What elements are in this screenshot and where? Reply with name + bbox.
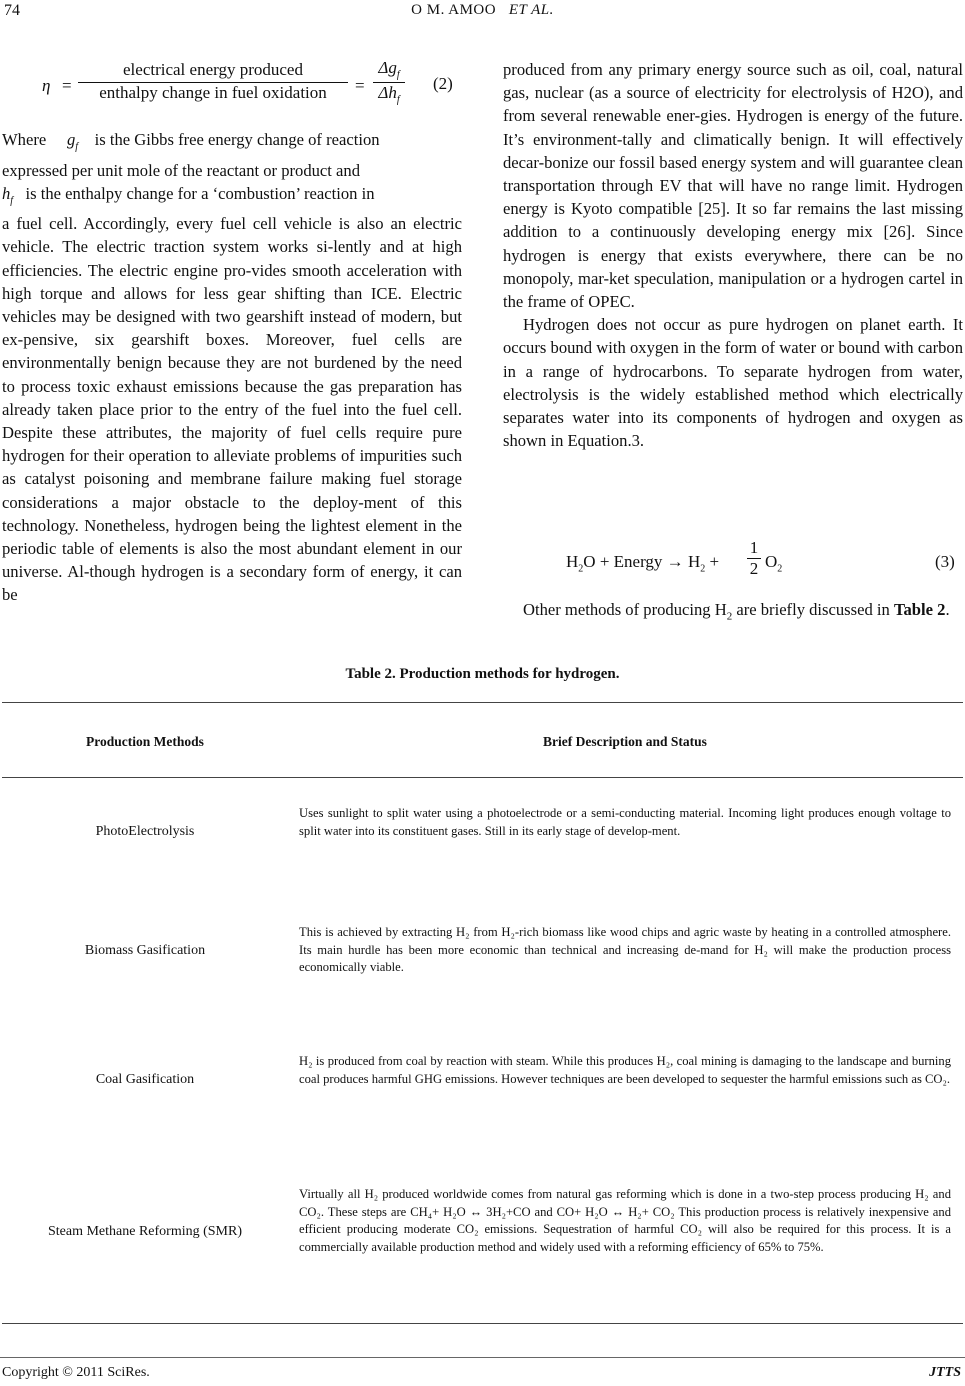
left-body-text: a fuel cell. Accordingly, every fuel cell vehicle is also an electric vehicle. The electric traction system works si-lently and at high efficiencies. The electric engine pro-vides smooth acceleration with high torque and allows for less gear shifting than ICE. Electric vehicles may be designed with two gearshift instead of modern, but ex-pensive, six gearshift boxes. Moreover, fuel cells are environmentally benign because they are not burdened by the need to process toxic exhaust emissions because the gas preparation has already taken place prior to the entry of the fuel into the fuel cell. Despite these attributes, the majority of fuel cells require pure hydrogen for their operation to alleviate problems of impurities such as catalyst poisoning and membrane failure making fuel storage considerations a major obstacle to the deploy-ment of this technology. Nonetheless, hydrogen being the lightest element in the periodic table of elements is also the most abundant element in our universe. Al-though hydrogen is a secondary form of energy, it can be xyxy=(2,214,462,605)
page-number: 74 xyxy=(4,2,20,19)
column-header-description: Brief Description and Status xyxy=(543,734,707,749)
description-cell: H₂ is produced from coal by reaction with steam. While this produces H₂, coal mining is damaging to the landscape and burning coal produces harmful GHG emissions. However techniques are been developed to sequester the harmful emissions such as CO₂. xyxy=(299,1054,951,1086)
right-paragraph-1: produced from any primary energy source such as oil, coal, natural gas, nuclear (as a source of electricity for electrolysis of H2O), and from several renewable ener-gies. Hydrogen is energy of the future. It’s environment-tally and climatically benign. It will effectively decar-bonize our fossil based energy system and will guarantee clean transportation through EV that will have no range limit. Hydrogen energy is Kyoto compatible [25]. It so far remains the last missing addition to a continuously developing energy mix [26]. Since hydrogen is energy that exists everywhere, there can be no monopoly, mar-ket speculation, manipulation or a hydrogen cartel in the frame of OPEC. xyxy=(503,60,963,312)
description-cell: This is achieved by extracting H₂ from H₂-rich biomass like wood chips and agric waste by heating in a controlled atmosphere. Its main hurdle has been more economic than technical and increasing de-mand for H₂ will make the production process economically viable. xyxy=(299,925,951,975)
method-cell: Biomass Gasification xyxy=(84,943,206,958)
g-symbol: g xyxy=(66,130,76,149)
gibbs-enthalpy-ratio xyxy=(373,58,405,106)
running-header-etal: ET AL. xyxy=(508,2,554,18)
table-header-rule xyxy=(2,777,963,778)
efficiency-fraction xyxy=(78,60,348,103)
equals-sign: = xyxy=(62,76,72,95)
description-cell: Virtually all H₂ produced worldwide comes from natural gas reforming which is done in a two-step process producing H₂ and CO₂. These steps are CH₄+ H₂O ↔ 3H₂+CO and CO+ H₂O ↔ H₂+ CO₂ This production process is relatively inexpensive and efficient producing moderate CO₂ emissions. Sequestration of harmful CO₂ will also be required for this process. It is a commercially available production method and widely used with a reforming efficiency of 65% to 75%. xyxy=(299,1187,951,1254)
equation-3 xyxy=(503,538,965,594)
left-column xyxy=(2,128,462,607)
enthalpy-line: $h_f$ is the enthalpy change for a ‘combustion’ reaction in xyxy=(2,183,375,207)
half-fraction: 1 2 xyxy=(747,538,761,579)
table-caption: Table 2. Production methods for hydrogen. xyxy=(345,666,620,682)
fraction-numerator: electrical energy produced xyxy=(78,60,348,83)
method-cell: Coal Gasification xyxy=(95,1072,195,1087)
right-column xyxy=(503,58,963,452)
fraction-denominator: enthalpy change in fuel oxidation xyxy=(99,83,327,102)
equation-number: (2) xyxy=(433,74,453,93)
footer-rule xyxy=(0,1357,965,1358)
right-paragraph-2: Hydrogen does not occur as pure hydrogen on planet earth. It occurs bound with oxygen in the form of water or bound with carbon in a range of hydrocarbons. To separate hydrogen from water, electrolysis is the widely established method which electrically separates water into its components of hydrogen and oxygen as shown in Equation.3. xyxy=(503,315,963,451)
electrolysis-reaction: $H_2O$ + Energy → $H_2$ + xyxy=(566,552,720,575)
description-cell: Uses sunlight to split water using a photoelectrode or a semi-conducting material. Incoming light produces enough voltage to split water into its constituent gases. Still in its early stage of develop-ment. xyxy=(299,806,951,838)
method-cell: Steam Methane Reforming (SMR) xyxy=(47,1224,243,1239)
oxygen-term: $O_2$ xyxy=(765,552,783,575)
equation-number: (3) xyxy=(935,552,955,571)
right-paragraph-3: Other methods of producing $H_2$ are briefly discussed in Table 2. xyxy=(523,600,950,623)
running-header xyxy=(0,2,965,19)
ratio-numerator: $\Delta g_f$ xyxy=(373,58,405,83)
equation-2 xyxy=(40,56,465,116)
copyright-notice: Copyright © 2011 SciRes. xyxy=(2,1365,150,1380)
running-header-author: O M. AMOO xyxy=(411,2,497,18)
method-cell: PhotoElectrolysis xyxy=(95,824,195,839)
table-bottom-rule xyxy=(2,1323,963,1324)
right-column-continued xyxy=(503,598,963,629)
table-top-rule xyxy=(2,702,963,703)
column-header-methods: Production Methods xyxy=(86,734,204,749)
h-symbol: h xyxy=(2,183,11,203)
eta-symbol: η xyxy=(42,76,51,95)
table-reference: Table 2 xyxy=(893,600,946,619)
ratio-denominator: $\Delta h_f$ xyxy=(378,83,400,106)
where-line: Where $g_f$ is the Gibbs free energy change of reaction xyxy=(2,130,380,153)
expressed-line: expressed per unit mole of the reactant or product and xyxy=(2,160,361,180)
journal-abbreviation: JTTS xyxy=(929,1365,961,1380)
equals-sign: = xyxy=(355,76,365,95)
